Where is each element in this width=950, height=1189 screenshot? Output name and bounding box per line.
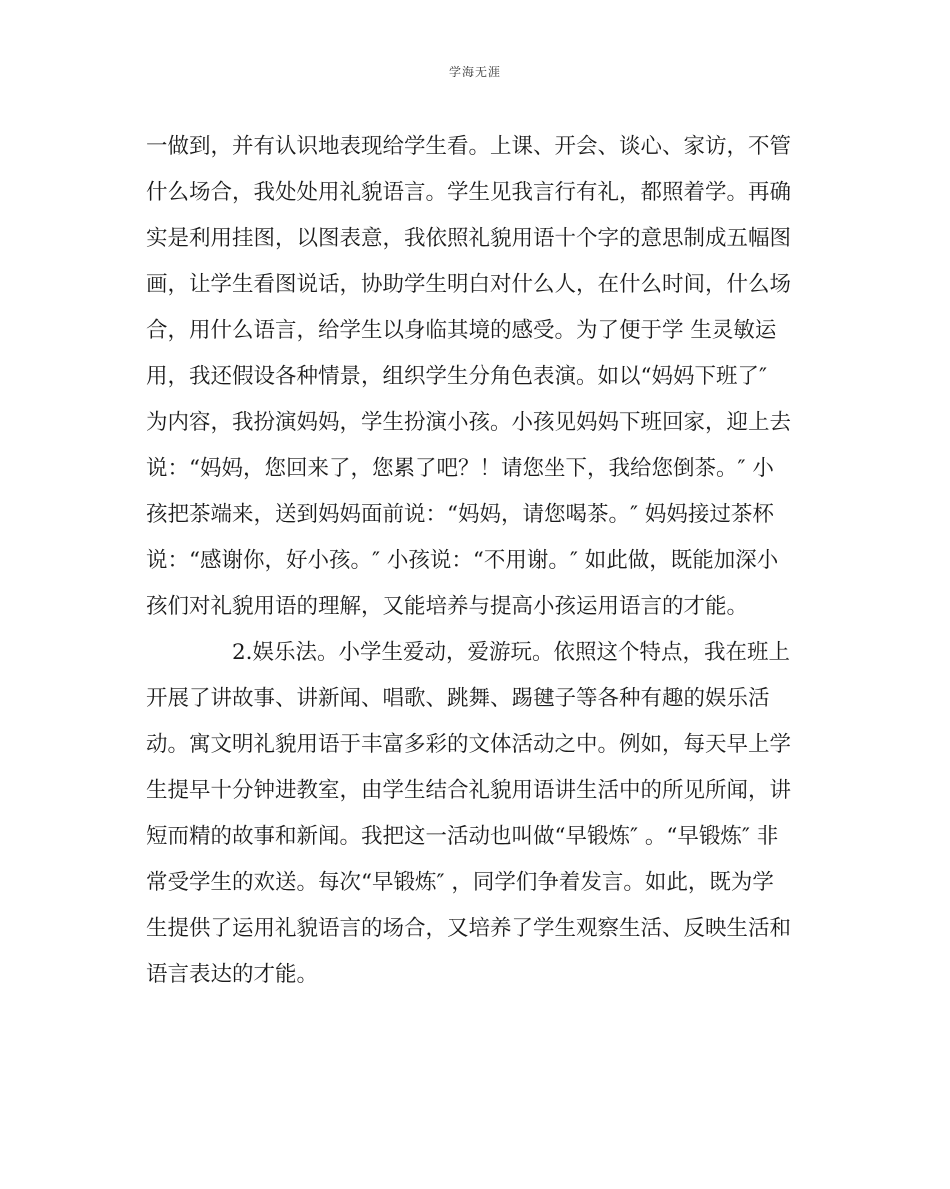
text-line: 为内容，我扮演妈妈，学生扮演小孩。小孩见妈妈下班回家，迎上去 — [146, 410, 792, 435]
text-line: 生提供了运用礼貌语言的场合，又培养了学生观察生活、反映生活和 — [146, 916, 792, 941]
page-header: 学海无涯 — [448, 65, 501, 79]
text-line: 合，用什么语言，给学生以身临其境的感受。为了便于学 生灵敏运 — [146, 318, 777, 343]
text-line: 生提早十分钟进教室，由学生结合礼貌用语讲生活中的所见所闻，讲 — [146, 778, 792, 803]
text-line: 短而精的故事和新闻。我把这一活动也叫做“早锻炼″ 。“早锻炼″ 非 — [146, 824, 779, 849]
text-line: 什么场合，我处处用礼貌语言。学生见我言行有礼，都照着学。再确 — [146, 180, 792, 205]
body-text — [146, 124, 806, 998]
text-line: 用，我还假设各种情景，组织学生分角色表演。如以“妈妈下班了″ — [146, 364, 768, 389]
text-line: 一做到，并有认识地表现给学生看。上课、开会、谈心、家访，不管 — [146, 134, 792, 159]
text-line: 孩把茶端来，送到妈妈面前说：“妈妈，请您喝茶。″ 妈妈接过茶杯 — [146, 502, 774, 527]
text-line: 实是利用挂图，以图表意，我依照礼貌用语十个字的意思制成五幅图 — [146, 226, 792, 251]
text-line: 画，让学生看图说话，协助学生明白对什么人，在什么时间，什么场 — [146, 272, 792, 297]
text-line: 说：“感谢你，好小孩。″ 小孩说：“不用谢。″ 如此做，既能加深小 — [146, 548, 779, 573]
text-line: 语言表达的才能。 — [146, 962, 319, 987]
text-line: 孩们对礼貌用语的理解，又能培养与提高小孩运用语言的才能。 — [146, 594, 749, 619]
text-line: 动。寓文明礼貌用语于丰富多彩的文体活动之中。例如，每天早上学 — [146, 732, 792, 757]
text-line: 开展了讲故事、讲新闻、唱歌、跳舞、踢毽子等各种有趣的娱乐活 — [146, 686, 770, 711]
text-line: 2.娱乐法。小学生爱动，爱游玩。依照这个特点，我在班上 — [232, 640, 791, 665]
text-line: 常受学生的欢送。每次“早锻炼″ ，同学们争着发言。如此，既为学 — [146, 870, 774, 895]
text-line: 说：“妈妈，您回来了，您累了吧？！请您坐下，我给您倒茶。″ 小 — [146, 456, 774, 481]
